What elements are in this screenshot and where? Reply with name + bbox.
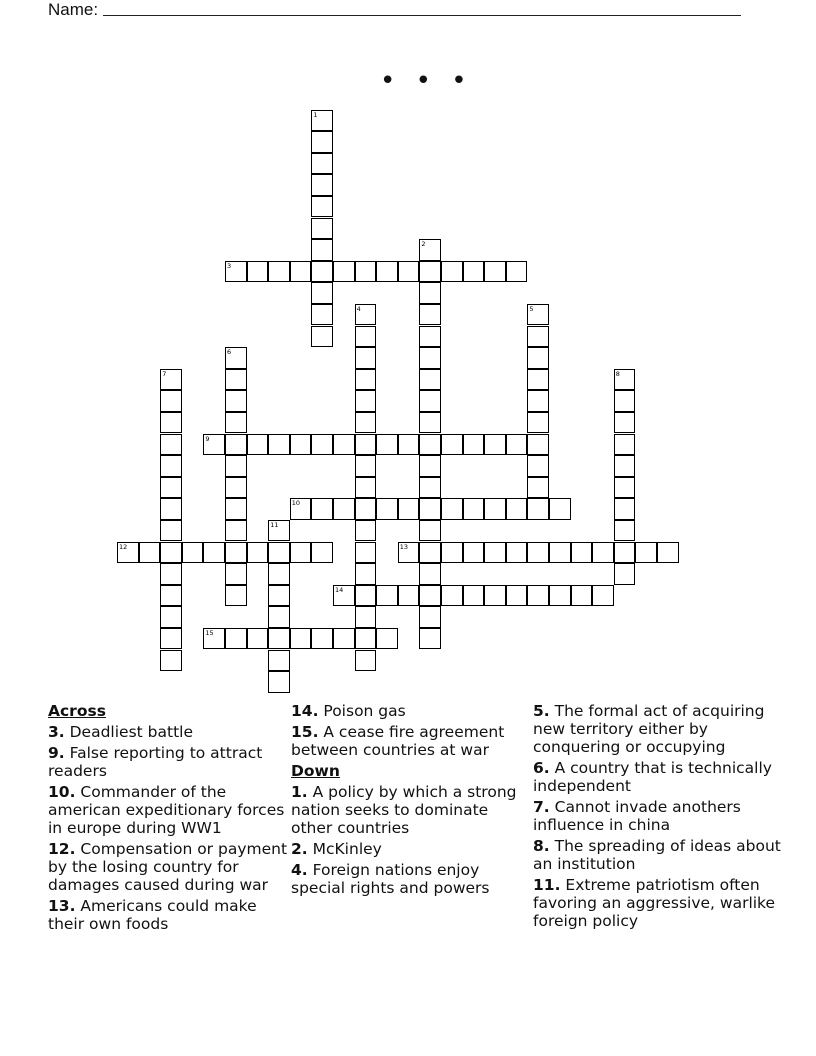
grid-cell[interactable] <box>160 606 182 628</box>
grid-cell[interactable] <box>527 369 549 391</box>
grid-cell[interactable] <box>268 628 290 650</box>
grid-cell[interactable] <box>355 369 377 391</box>
grid-cell[interactable] <box>614 412 636 434</box>
grid-cell[interactable] <box>160 455 182 477</box>
grid-cell[interactable] <box>441 542 463 564</box>
grid-cell[interactable] <box>549 542 571 564</box>
grid-cell[interactable] <box>419 390 441 412</box>
grid-cell[interactable] <box>398 261 420 283</box>
clue-number-label: 1 <box>313 110 318 119</box>
grid-cell[interactable] <box>355 542 377 564</box>
across-heading: Across <box>48 702 106 720</box>
clue-across-3: 3. Deadliest battle <box>48 723 193 741</box>
grid-cell[interactable] <box>311 628 333 650</box>
grid-cell[interactable] <box>311 131 333 153</box>
grid-cell[interactable] <box>355 477 377 499</box>
clue-number-label: 3 <box>227 261 232 270</box>
grid-cell[interactable] <box>225 412 247 434</box>
clue-down-2: 2. McKinley <box>291 840 382 858</box>
grid-cell[interactable] <box>506 542 528 564</box>
grid-cell[interactable] <box>290 261 312 283</box>
grid-cell[interactable] <box>225 542 247 564</box>
clue-number-label: 4 <box>356 304 361 313</box>
clue-down-5: 5. The formal act of acquiring new territory either by conquering or occupying <box>533 702 765 756</box>
grid-cell[interactable] <box>311 542 333 564</box>
clue-down-6: 6. A country that is technically independent <box>533 759 772 795</box>
grid-cell[interactable] <box>376 585 398 607</box>
grid-cell[interactable] <box>225 563 247 585</box>
clue-number-label: 14 <box>335 585 344 594</box>
grid-cell[interactable] <box>419 628 441 650</box>
grid-cell[interactable] <box>160 412 182 434</box>
grid-cell[interactable] <box>355 650 377 672</box>
clue-number-label: 10 <box>291 499 301 508</box>
grid-cell[interactable] <box>657 542 679 564</box>
grid-cell[interactable] <box>225 477 247 499</box>
grid-cell[interactable] <box>635 542 657 564</box>
grid-cell[interactable] <box>225 520 247 542</box>
grid-cell[interactable] <box>592 585 614 607</box>
grid-cell[interactable] <box>419 477 441 499</box>
grid-cell[interactable] <box>614 542 636 564</box>
grid-cell[interactable] <box>225 498 247 520</box>
grid-cell[interactable] <box>463 585 485 607</box>
grid-cell[interactable] <box>527 326 549 348</box>
grid-cell[interactable] <box>333 434 355 456</box>
grid-cell[interactable] <box>355 585 377 607</box>
grid-cell[interactable] <box>398 434 420 456</box>
clue-down-4: 4. Foreign nations enjoy special rights and powers <box>291 861 490 897</box>
grid-cell[interactable] <box>225 390 247 412</box>
grid-cell[interactable] <box>160 434 182 456</box>
clues-column-2 <box>291 702 531 900</box>
grid-cell[interactable] <box>506 498 528 520</box>
grid-cell[interactable] <box>355 326 377 348</box>
grid-cell[interactable] <box>419 434 441 456</box>
clue-down-7: 7. Cannot invade anothers influence in china <box>533 798 741 834</box>
grid-cell[interactable] <box>614 498 636 520</box>
grid-cell[interactable] <box>419 563 441 585</box>
grid-cell[interactable] <box>527 390 549 412</box>
grid-cell[interactable] <box>333 261 355 283</box>
grid-cell[interactable] <box>398 585 420 607</box>
grid-cell[interactable] <box>225 369 247 391</box>
grid-cell[interactable] <box>419 585 441 607</box>
grid-cell[interactable] <box>268 606 290 628</box>
grid-cell[interactable] <box>484 498 506 520</box>
grid-cell[interactable] <box>614 434 636 456</box>
grid-cell[interactable] <box>290 542 312 564</box>
clue-across-10: 10. Commander of the american expeditionary forces in europe during WW1 <box>48 783 285 837</box>
grid-cell[interactable] <box>419 261 441 283</box>
grid-cell[interactable] <box>139 542 161 564</box>
grid-cell[interactable] <box>527 477 549 499</box>
grid-cell[interactable] <box>311 153 333 175</box>
clue-down-11: 11. Extreme patriotism often favoring an aggressive, warlike foreign policy <box>533 876 776 930</box>
grid-cell[interactable] <box>290 434 312 456</box>
grid-cell[interactable] <box>182 542 204 564</box>
clue-down-1: 1. A policy by which a strong nation seeks to dominate other countries <box>291 783 517 837</box>
grid-cell[interactable] <box>203 542 225 564</box>
grid-cell[interactable] <box>355 498 377 520</box>
clue-across-15: 15. A cease fire agreement between countries at war <box>291 723 505 759</box>
grid-cell[interactable] <box>355 261 377 283</box>
down-heading: Down <box>291 762 340 780</box>
grid-cell[interactable] <box>311 239 333 261</box>
grid-cell[interactable] <box>247 434 269 456</box>
grid-cell[interactable] <box>614 477 636 499</box>
clue-number-label: 11 <box>270 520 279 529</box>
grid-cell[interactable] <box>376 628 398 650</box>
grid-cell[interactable] <box>355 606 377 628</box>
grid-cell[interactable] <box>571 542 593 564</box>
grid-cell[interactable] <box>506 434 528 456</box>
ellipsis-decoration: • • • <box>380 66 473 96</box>
grid-cell[interactable] <box>290 628 312 650</box>
grid-cell[interactable] <box>160 650 182 672</box>
grid-cell[interactable] <box>441 498 463 520</box>
grid-cell[interactable] <box>419 304 441 326</box>
grid-cell[interactable] <box>441 585 463 607</box>
grid-cell[interactable] <box>355 434 377 456</box>
grid-cell[interactable] <box>268 671 290 693</box>
clue-across-12: 12. Compensation or payment by the losing country for damages caused during war <box>48 840 288 894</box>
grid-cell[interactable] <box>463 542 485 564</box>
clue-across-9: 9. False reporting to attract readers <box>48 744 263 780</box>
grid-cell[interactable] <box>419 542 441 564</box>
clue-across-14: 14. Poison gas <box>291 702 406 720</box>
grid-cell[interactable] <box>506 261 528 283</box>
grid-cell[interactable] <box>419 347 441 369</box>
grid-cell[interactable] <box>160 628 182 650</box>
grid-cell[interactable] <box>160 477 182 499</box>
clues-column-1 <box>48 702 288 936</box>
grid-cell[interactable] <box>247 261 269 283</box>
grid-cell[interactable] <box>376 498 398 520</box>
grid-cell[interactable] <box>527 585 549 607</box>
name-label: Name: <box>48 0 99 19</box>
grid-cell[interactable] <box>311 434 333 456</box>
grid-cell[interactable] <box>311 498 333 520</box>
clue-number-label: 7 <box>162 369 167 378</box>
grid-cell[interactable] <box>419 412 441 434</box>
grid-cell[interactable] <box>419 606 441 628</box>
grid-cell[interactable] <box>441 261 463 283</box>
clue-number-label: 15 <box>205 628 214 637</box>
grid-cell[interactable] <box>419 455 441 477</box>
grid-cell[interactable] <box>527 434 549 456</box>
clue-number-label: 6 <box>227 348 232 357</box>
clue-number-label: 12 <box>119 542 128 551</box>
grid-cell[interactable] <box>247 628 269 650</box>
grid-cell[interactable] <box>527 542 549 564</box>
grid-cell[interactable] <box>225 434 247 456</box>
grid-cell[interactable] <box>311 326 333 348</box>
grid-cell[interactable] <box>614 563 636 585</box>
grid-cell[interactable] <box>268 261 290 283</box>
grid-cell[interactable] <box>592 542 614 564</box>
grid-cell[interactable] <box>355 347 377 369</box>
grid-cell[interactable] <box>484 434 506 456</box>
grid-cell[interactable] <box>484 261 506 283</box>
grid-cell[interactable] <box>160 498 182 520</box>
grid-cell[interactable] <box>376 261 398 283</box>
grid-cell[interactable] <box>355 563 377 585</box>
grid-cell[interactable] <box>614 390 636 412</box>
grid-cell[interactable] <box>160 563 182 585</box>
grid-cell[interactable] <box>311 218 333 240</box>
clue-number-label: 9 <box>205 434 210 443</box>
clue-number-label: 2 <box>421 240 426 249</box>
grid-cell[interactable] <box>549 585 571 607</box>
grid-cell[interactable] <box>311 304 333 326</box>
grid-cell[interactable] <box>355 455 377 477</box>
grid-cell[interactable] <box>311 196 333 218</box>
grid-cell[interactable] <box>419 520 441 542</box>
grid-cell[interactable] <box>311 261 333 283</box>
clues-column-3 <box>533 702 783 933</box>
clue-across-13: 13. Americans could make their own foods <box>48 897 257 933</box>
grid-cell[interactable] <box>355 390 377 412</box>
grid-cell[interactable] <box>419 369 441 391</box>
grid-cell[interactable] <box>160 520 182 542</box>
grid-cell[interactable] <box>311 174 333 196</box>
clue-number-label: 8 <box>615 369 620 378</box>
grid-cell[interactable] <box>463 498 485 520</box>
grid-cell[interactable] <box>527 498 549 520</box>
grid-cell[interactable] <box>571 585 593 607</box>
grid-cell[interactable] <box>419 282 441 304</box>
grid-cell[interactable] <box>160 390 182 412</box>
grid-cell[interactable] <box>527 347 549 369</box>
grid-cell[interactable] <box>614 455 636 477</box>
grid-cell[interactable] <box>225 628 247 650</box>
grid-cell[interactable] <box>484 585 506 607</box>
grid-cell[interactable] <box>484 542 506 564</box>
grid-cell[interactable] <box>355 412 377 434</box>
grid-cell[interactable] <box>247 542 269 564</box>
grid-cell[interactable] <box>333 628 355 650</box>
clue-down-8: 8. The spreading of ideas about an institution <box>533 837 781 873</box>
grid-cell[interactable] <box>225 585 247 607</box>
grid-cell[interactable] <box>311 282 333 304</box>
grid-cell[interactable] <box>506 585 528 607</box>
clue-number-label: 5 <box>529 304 534 313</box>
grid-cell[interactable] <box>268 434 290 456</box>
grid-cell[interactable] <box>527 412 549 434</box>
grid-cell[interactable] <box>419 498 441 520</box>
grid-cell[interactable] <box>549 498 571 520</box>
grid-cell[interactable] <box>160 585 182 607</box>
grid-cell[interactable] <box>225 455 247 477</box>
grid-cell[interactable] <box>614 520 636 542</box>
grid-cell[interactable] <box>355 628 377 650</box>
clue-number-label: 13 <box>399 542 409 551</box>
grid-cell[interactable] <box>463 261 485 283</box>
grid-cell[interactable] <box>268 563 290 585</box>
grid-cell[interactable] <box>463 434 485 456</box>
grid-cell[interactable] <box>268 542 290 564</box>
grid-cell[interactable] <box>441 434 463 456</box>
grid-cell[interactable] <box>333 498 355 520</box>
grid-cell[interactable] <box>398 498 420 520</box>
grid-cell[interactable] <box>268 585 290 607</box>
grid-cell[interactable] <box>160 542 182 564</box>
grid-cell[interactable] <box>419 326 441 348</box>
grid-cell[interactable] <box>355 520 377 542</box>
grid-cell[interactable] <box>376 434 398 456</box>
grid-cell[interactable] <box>268 650 290 672</box>
grid-cell[interactable] <box>527 455 549 477</box>
